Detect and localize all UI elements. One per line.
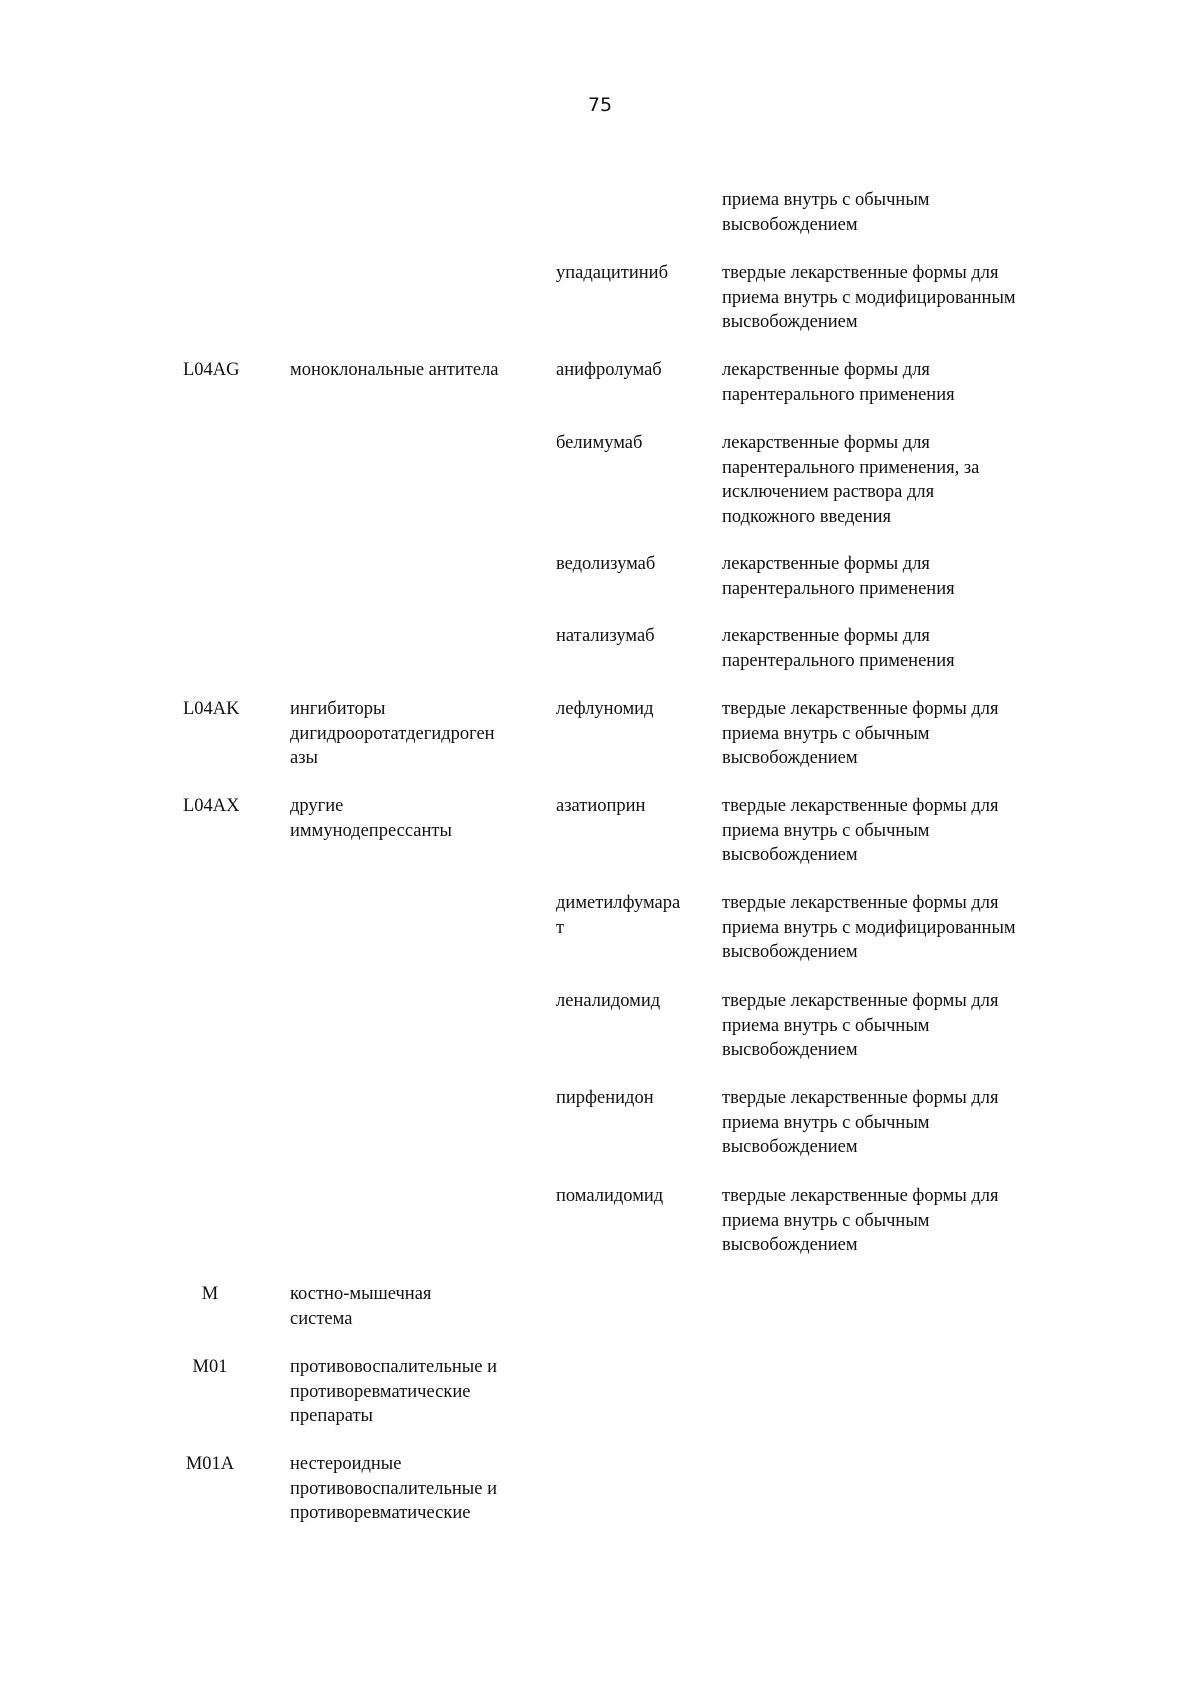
row-12-atc-code: M <box>201 1284 219 1304</box>
row-7-group-name: другие иммунодепрессанты <box>290 796 452 841</box>
row-5-dosage-form: лекарственные формы для парентерального применения <box>722 626 955 671</box>
row-4-drug-name: ведолизумаб <box>556 554 656 574</box>
row-10-dosage-form: твердые лекарственные формы для приема внутрь с обычным высвобождением <box>722 1088 999 1157</box>
row-5-drug-name: натализумаб <box>556 626 655 646</box>
row-8-dosage-form: твердые лекарственные формы для приема внутрь с модифицированным высвобождением <box>722 893 1016 962</box>
row-3-drug-name: белимумаб <box>556 433 643 453</box>
row-4-dosage-form: лекарственные формы для парентерального применения <box>722 554 955 599</box>
row-2-group-name: моноклональные антитела <box>290 360 499 380</box>
row-3-dosage-form: лекарственные формы для парентерального применения, за исключением раствора для подкожного введения <box>722 433 980 527</box>
row-11-dosage-form: твердые лекарственные формы для приема внутрь с обычным высвобождением <box>722 1186 999 1255</box>
row-7-drug-name: азатиоприн <box>556 796 646 816</box>
row-13-atc-code: M01 <box>192 1357 228 1377</box>
row-6-dosage-form: твердые лекарственные формы для приема внутрь с обычным высвобождением <box>722 699 999 768</box>
row-13-group-name: противовоспалительные и противоревматические препараты <box>290 1357 497 1426</box>
row-9-dosage-form: твердые лекарственные формы для приема внутрь с обычным высвобождением <box>722 991 999 1060</box>
row-14-atc-code: M01A <box>185 1454 235 1474</box>
page-number: 75 <box>587 94 613 116</box>
row-11-drug-name: помалидомид <box>556 1186 664 1206</box>
row-8-drug-name: диметилфумара т <box>556 893 681 938</box>
row-2-atc-code: L04AG <box>183 360 240 380</box>
row-9-drug-name: леналидомид <box>556 991 661 1011</box>
row-14-group-name: нестероидные противовоспалительные и противоревматические <box>290 1454 497 1523</box>
row-2-drug-name: анифролумаб <box>556 360 662 380</box>
row-7-atc-code: L04AX <box>183 796 240 816</box>
row-12-group-name: костно-мышечная система <box>290 1284 432 1329</box>
row-6-group-name: ингибиторы дигидрооротатдегидроген азы <box>290 699 495 768</box>
row-1-dosage-form: твердые лекарственные формы для приема внутрь с модифицированным высвобождением <box>722 263 1016 332</box>
row-6-atc-code: L04AK <box>183 699 240 719</box>
row-7-dosage-form: твердые лекарственные формы для приема внутрь с обычным высвобождением <box>722 796 999 865</box>
row-10-drug-name: пирфенидон <box>556 1088 654 1108</box>
row-6-drug-name: лефлуномид <box>556 699 654 719</box>
row-1-drug-name: упадацитиниб <box>556 263 668 283</box>
row-2-dosage-form: лекарственные формы для парентерального применения <box>722 360 955 405</box>
row-0-dosage-form: приема внутрь с обычным высвобождением <box>722 190 930 235</box>
